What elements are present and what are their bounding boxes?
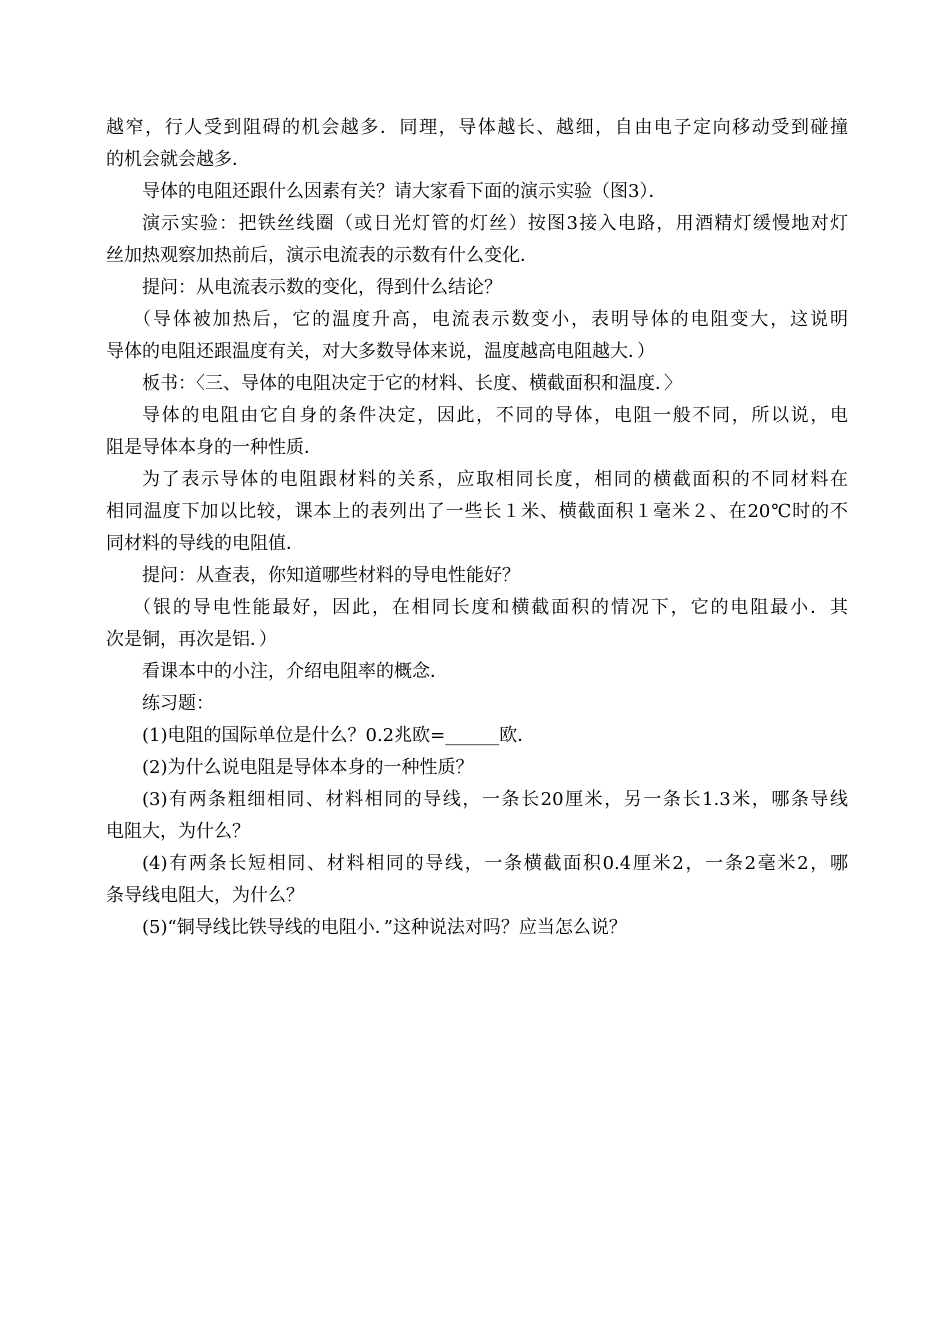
text-line: 阻是导体本身的一种性质． <box>106 437 322 458</box>
text-line: （银的导电性能最好，因此，在相同长度和横截面积的情况下，它的电阻最小．其 <box>133 597 848 618</box>
text-line: 板书：〈三、导体的电阻决定于它的材料、长度、横截面积和温度．〉 <box>142 373 682 394</box>
text-line: 同材料的导线的电阻值． <box>106 533 304 554</box>
text-line: 丝加热观察加热前后，演示电流表的示数有什么变化． <box>106 245 538 266</box>
text-line: 条导线电阻大，为什么？ <box>106 885 304 906</box>
text-line: 次是铜，再次是铝．） <box>106 629 277 650</box>
text-line: 相同温度下加以比较，课本上的表列出了一些长１米、横截面积１毫米２、在20℃时的不 <box>106 501 848 522</box>
text-line: 看课本中的小注，介绍电阻率的概念． <box>142 661 448 682</box>
text-line: 提问：从电流表示数的变化，得到什么结论？ <box>142 277 502 298</box>
text-line: 演示实验：把铁丝线圈（或日光灯管的灯丝）按图3接入电路，用酒精灯缓慢地对灯 <box>142 213 848 234</box>
text-line: (3)有两条粗细相同、材料相同的导线，一条长20厘米，另一条长1.3米，哪条导线 <box>142 789 848 810</box>
text-line: 为了表示导体的电阻跟材料的关系，应取相同长度，相同的横截面积的不同材料在 <box>142 469 848 490</box>
text-line: 导体的电阻还跟什么因素有关？请大家看下面的演示实验（图3）． <box>142 181 667 202</box>
text-line: 练习题： <box>142 693 214 714</box>
text-line: 电阻大，为什么？ <box>106 821 250 842</box>
text-line: 导体的电阻由它自身的条件决定，因此，不同的导体，电阻一般不同，所以说，电 <box>142 405 848 426</box>
text-line: (1)电阻的国际单位是什么？0.2兆欧=______欧． <box>142 725 536 746</box>
text-line: （导体被加热后，它的温度升高，电流表示数变小，表明导体的电阻变大，这说明 <box>133 309 848 330</box>
document-body <box>106 112 848 944</box>
text-line: (4)有两条长短相同、材料相同的导线，一条横截面积0.4厘米2，一条2毫米2，哪 <box>142 853 848 874</box>
text-line: 越窄，行人受到阻碍的机会越多．同理，导体越长、越细，自由电子定向移动受到碰撞 <box>106 117 848 138</box>
text-line: (5)“铜导线比铁导线的电阻小．”这种说法对吗？应当怎么说？ <box>142 917 627 938</box>
text-line: 提问：从查表，你知道哪些材料的导电性能好？ <box>142 565 520 586</box>
text-line: (2)为什么说电阻是导体本身的一种性质？ <box>142 757 474 778</box>
text-line: 导体的电阻还跟温度有关，对大多数导体来说，温度越高电阻越大．） <box>106 341 655 362</box>
text-line: 的机会就会越多． <box>106 149 250 170</box>
